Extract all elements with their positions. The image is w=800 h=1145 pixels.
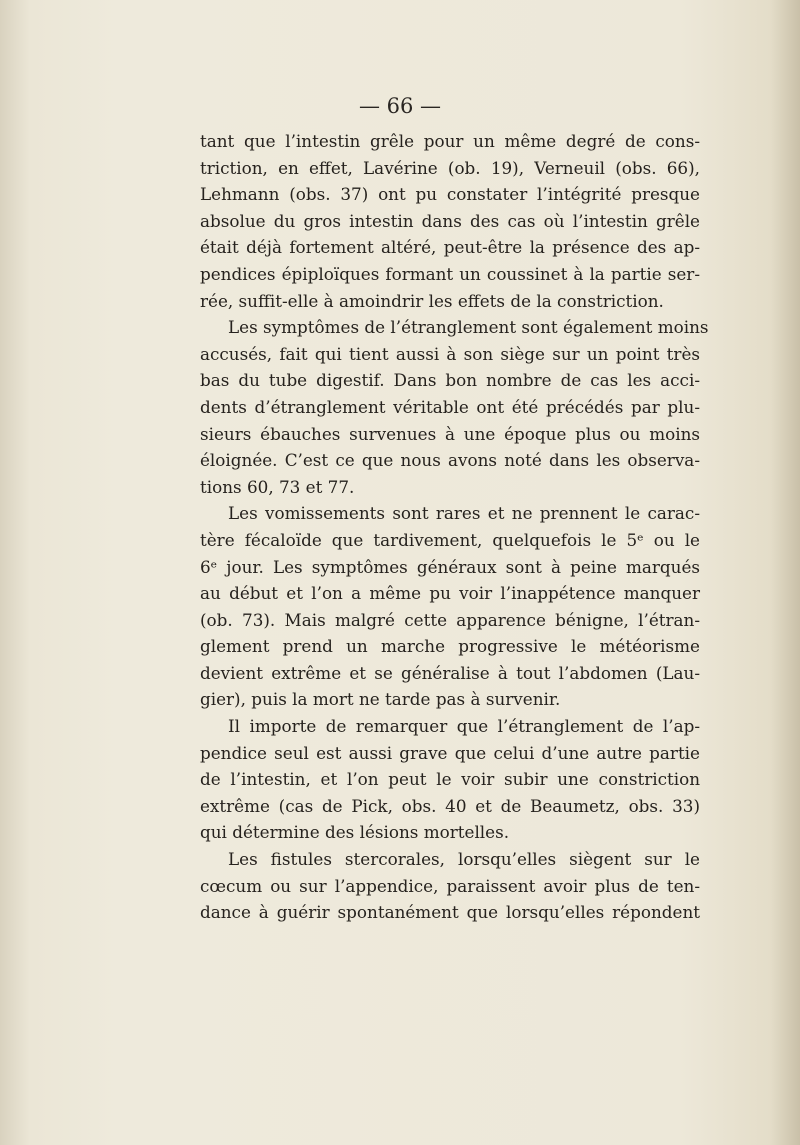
text-line: (ob. 73). Mais malgré cette apparence bénigne, l’étran- bbox=[200, 609, 700, 630]
text-line: de l’intestin, et l’on peut le voir subir une constriction bbox=[200, 769, 700, 790]
text-line: au début et l’on a même pu voir l’inappétence manquer bbox=[200, 583, 700, 604]
text-line: pendices épiploïques formant un coussinet à la partie ser- bbox=[200, 263, 700, 284]
text-line: qui détermine des lésions mortelles. bbox=[200, 822, 510, 843]
text-line: Lehmann (obs. 37) ont pu constater l’intégrité presque bbox=[200, 184, 700, 205]
body-text bbox=[200, 128, 709, 926]
text-line: extrême (cas de Pick, obs. 40 et de Beaumetz, obs. 33) bbox=[200, 795, 700, 816]
text-line: absolue du gros intestin dans des cas où l’intestin grêle bbox=[200, 210, 700, 231]
text-line: tère fécaloïde que tardivement, quelquefois le 5ᵉ ou le bbox=[200, 529, 700, 550]
text-line: éloignée. C’est ce que nous avons noté dans les observa- bbox=[200, 450, 700, 471]
text-line: rée, suffit-elle à amoindrir les effets de la constriction. bbox=[200, 290, 664, 311]
text-line: était déjà fortement altéré, peut-être la présence des ap- bbox=[200, 237, 700, 258]
text-line: cœcum ou sur l’appendice, paraissent avoir plus de ten- bbox=[200, 875, 700, 896]
text-line: gier), puis la mort ne tarde pas à survenir. bbox=[200, 689, 561, 710]
text-line: Il importe de remarquer que l’étranglement de l’ap- bbox=[228, 716, 700, 737]
text-line: Les symptômes de l’étranglement sont également moins bbox=[228, 317, 709, 338]
text-line: 6ᵉ jour. Les symptômes généraux sont à peine marqués bbox=[200, 556, 700, 577]
text-line: pendice seul est aussi grave que celui d’une autre partie bbox=[200, 742, 700, 763]
text-line: sieurs ébauches survenues à une époque plus ou moins bbox=[200, 423, 700, 444]
text-line: Les vomissements sont rares et ne prennent le carac- bbox=[228, 503, 700, 524]
text-line: tant que l’intestin grêle pour un même degré de cons- bbox=[200, 131, 700, 151]
text-line: glement prend un marche progressive le météorisme bbox=[200, 636, 700, 657]
text-line: tions 60, 73 et 77. bbox=[200, 476, 355, 497]
page-number: — 66 — bbox=[358, 94, 442, 118]
text-line: accusés, fait qui tient aussi à son siège sur un point très bbox=[200, 343, 700, 364]
text-line: devient extrême et se généralise à tout l’abdomen (Lau- bbox=[200, 662, 700, 683]
text-line: dance à guérir spontanément que lorsqu’elles répondent bbox=[200, 902, 700, 923]
text-line: triction, en effet, Lavérine (ob. 19), Verneuil (obs. 66), bbox=[200, 157, 700, 178]
text-line: Les fistules stercorales, lorsqu’elles siègent sur le bbox=[228, 849, 700, 870]
text-line: bas du tube digestif. Dans bon nombre de cas les acci- bbox=[200, 370, 700, 391]
text-line: dents d’étranglement véritable ont été précédés par plu- bbox=[200, 396, 700, 417]
